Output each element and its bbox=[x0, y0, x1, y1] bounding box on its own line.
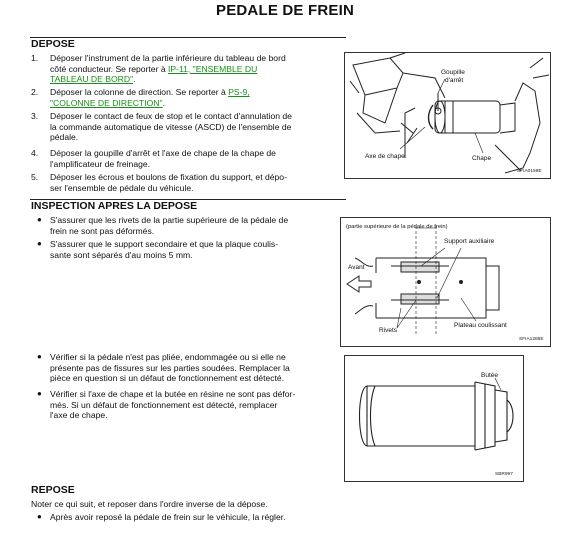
inspection-heading: INSPECTION APRES LA DEPOSE bbox=[31, 200, 198, 212]
step-number: 2. bbox=[31, 87, 39, 97]
figure-clevis-bushing bbox=[344, 355, 524, 482]
step-5: Déposer les écrous et boulons de fixation du support, et dépo- ser l'ensemble de pédale du véhicule. bbox=[50, 172, 287, 193]
figure-clevis-pin bbox=[344, 52, 551, 179]
inspection-bullet-3: Vérifier si la pédale n'est pas pliée, endommagée ou si elle ne présente pas de fissures sur les parties soudées. Remplacer la pièce en question si un défaut de fonctionnement est détecté. bbox=[50, 352, 290, 383]
figure-ref: SBR997 bbox=[495, 472, 513, 477]
step-2: Déposer la colonne de direction. Se reporter à PS-9, "COLONNE DE DIRECTION". bbox=[50, 87, 250, 108]
bullet-icon: ● bbox=[37, 512, 42, 521]
label-goupille: Goupille bbox=[441, 69, 465, 76]
label-axe-de-chape: Axe de chape bbox=[365, 153, 405, 160]
page-title: PEDALE DE FREIN bbox=[215, 2, 354, 19]
inspection-bullet-4: Vérifier si l'axe de chape et la butée en résine ne sont pas défor- més. Si un défaut de fonctionnement est détecté, remplacer l'axe de chape. bbox=[50, 389, 296, 420]
label-butee: Butée bbox=[481, 372, 498, 379]
step-number: 3. bbox=[31, 111, 39, 121]
inspection-bullet-2: S'assurer que le support secondaire et que la plaque coulis- sante sont séparés d'au moins 5 mm. bbox=[50, 239, 279, 260]
figure-caption-top: (partie supérieure de la pédale de frein) bbox=[346, 224, 448, 230]
step-number: 5. bbox=[31, 172, 39, 182]
link-ip-11[interactable]: IP-11, "ENSEMBLE DU bbox=[168, 63, 258, 74]
step-number: 1. bbox=[31, 53, 39, 63]
bullet-icon: ● bbox=[37, 215, 42, 224]
label-arret: d'arrêt bbox=[445, 77, 464, 84]
label-avant: Avant bbox=[348, 264, 365, 271]
bullet-icon: ● bbox=[37, 389, 42, 398]
repose-heading: REPOSE bbox=[31, 484, 75, 496]
link-tableau-de-bord[interactable]: TABLEAU DE BORD" bbox=[50, 74, 134, 84]
figure-pedal-top bbox=[340, 217, 551, 347]
label-support-auxiliaire: Support auxiliaire bbox=[444, 238, 495, 245]
step-4: Déposer la goupille d'arrêt et l'axe de chape de la chape de l'amplificateur de freinage. bbox=[50, 148, 276, 169]
repose-note: Noter ce qui suit, et reposer dans l'ordre inverse de la dépose. bbox=[31, 499, 268, 509]
label-chape: Chape bbox=[472, 155, 492, 162]
link-colonne-de-direction[interactable]: "COLONNE DE DIRECTION" bbox=[50, 97, 163, 108]
figure-ref: SFIA1286E bbox=[519, 337, 544, 342]
figure-ref: SFIA0159E bbox=[517, 169, 542, 174]
section-divider bbox=[30, 37, 346, 38]
bullet-icon: ● bbox=[37, 239, 42, 248]
depose-heading: DEPOSE bbox=[31, 38, 75, 50]
label-rivets: Rivets bbox=[379, 327, 398, 334]
step-number: 4. bbox=[31, 148, 39, 158]
inspection-bullet-1: S'assurer que les rivets de la partie supérieure de la pédale de frein ne sont pas déformés. bbox=[50, 215, 289, 236]
label-plateau: Plateau coulissant bbox=[454, 322, 507, 329]
repose-bullet: Après avoir reposé la pédale de frein sur le véhicule, la régler. bbox=[50, 512, 286, 522]
step-3: Déposer le contact de feux de stop et le contact d'annulation de la commande automatique de vitesse (ASCD) de l'ensemble de pédale. bbox=[50, 111, 292, 142]
link-ps-9[interactable]: PS-9, bbox=[228, 87, 250, 97]
front-arrow bbox=[347, 276, 371, 292]
step-1: Déposer l'instrument de la partie inférieure du tableau de bord côté conducteur. Se reporter à IP-11, "ENSEMBLE DU TABLEAU DE BORD". bbox=[50, 53, 286, 84]
bullet-icon: ● bbox=[37, 352, 42, 361]
